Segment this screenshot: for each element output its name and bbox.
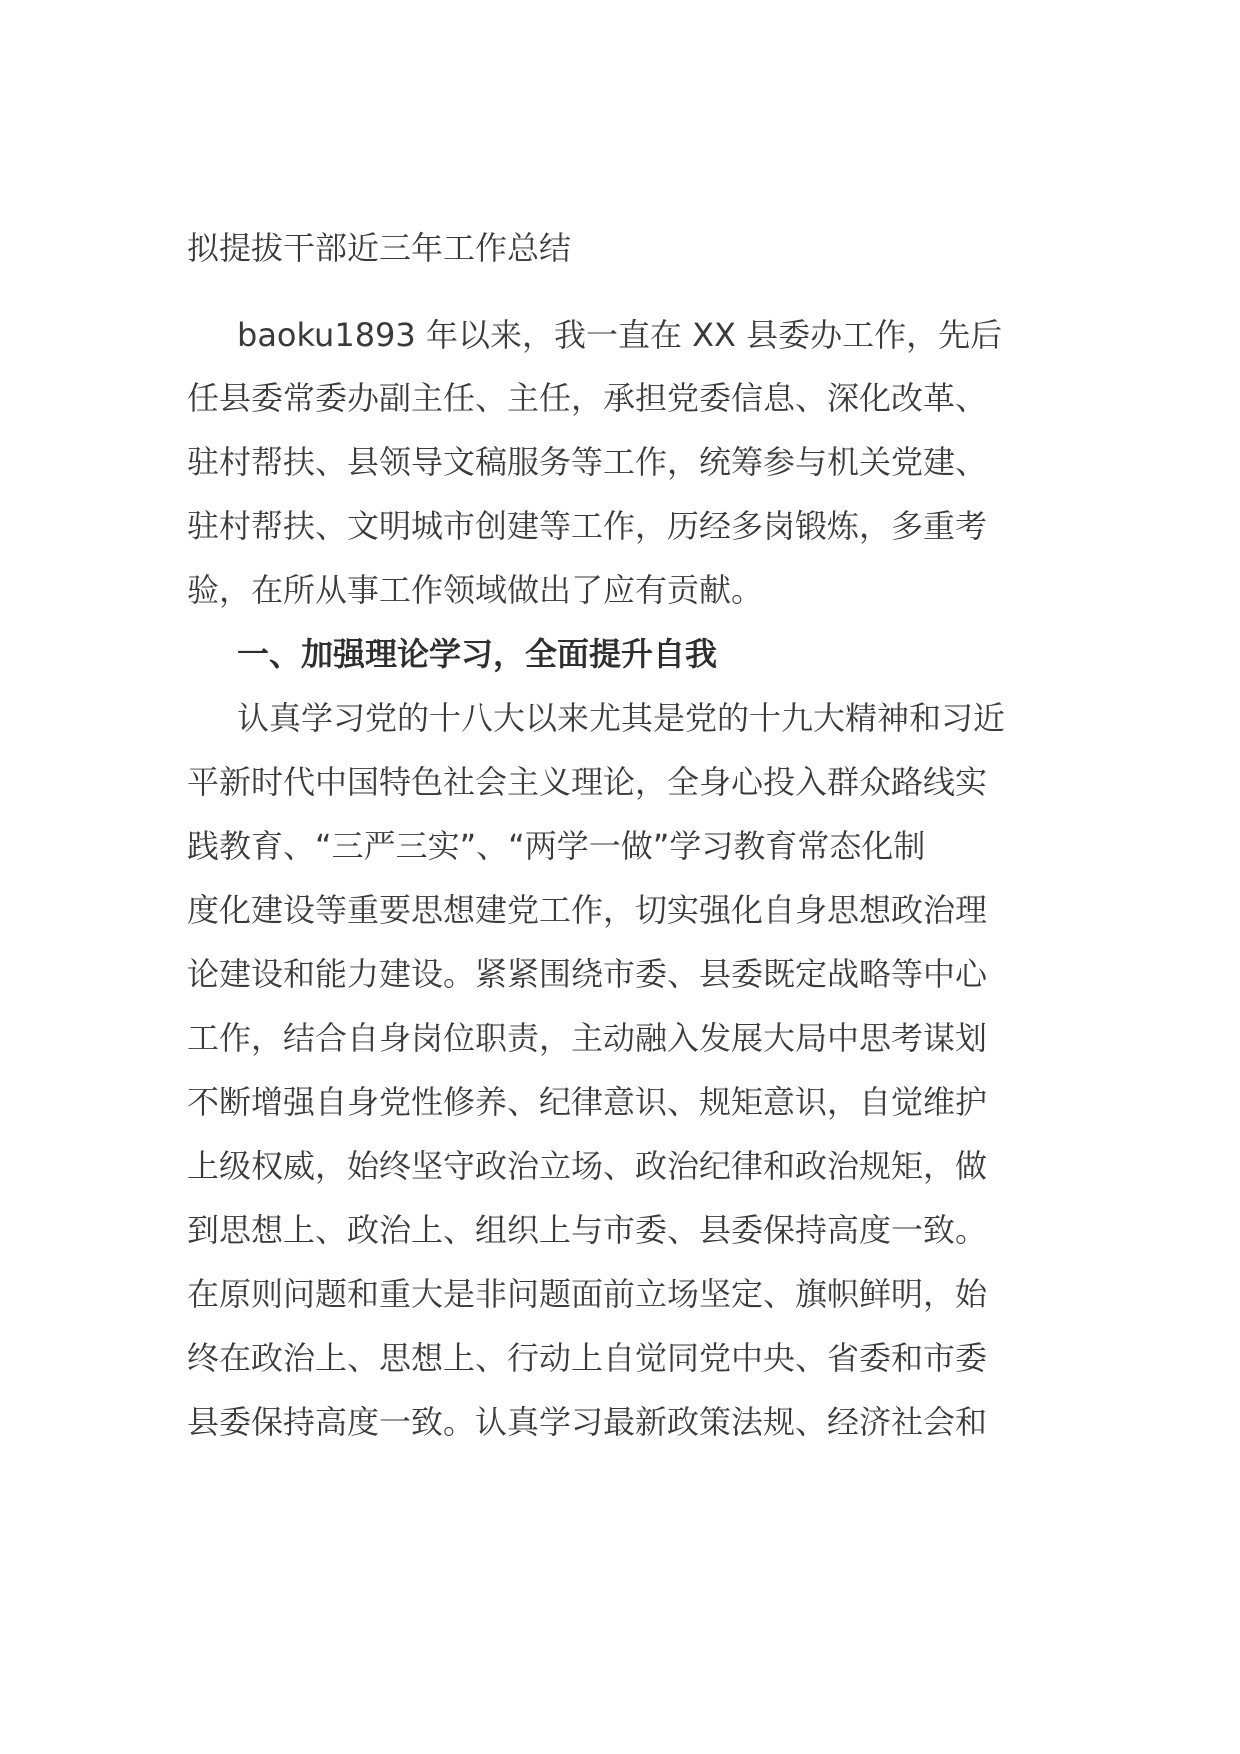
section-heading: 一、加强理论学习，全面提升自我 [237,635,718,673]
paragraph-line: 不断增强自身党性修养、纪律意识、规矩意识，自觉维护 [187,1083,988,1121]
paragraph-line: 县委保持高度一致。认真学习最新政策法规、经济社会和 [187,1403,988,1441]
paragraph-line: 认真学习党的十八大以来尤其是党的十九大精神和习近 [237,699,1006,737]
paragraph-line: 践教育、“三严三实”、“两学一做”学习教育常态化制 [187,827,926,865]
paragraph-line: 论建设和能力建设。紧紧围绕市委、县委既定战略等中心 [187,955,988,993]
paragraph-line: 在原则问题和重大是非问题面前立场坚定、旗帜鲜明，始 [187,1275,988,1313]
paragraph-line: 工作，结合自身岗位职责，主动融入发展大局中思考谋划 [187,1019,988,1057]
paragraph-line: 驻村帮扶、文明城市创建等工作，历经多岗锻炼，多重考 [187,507,988,545]
paragraph-line: 驻村帮扶、县领导文稿服务等工作，统筹参与机关党建、 [187,443,988,481]
paragraph-line: 任县委常委办副主任、主任，承担党委信息、深化改革、 [187,379,988,417]
paragraph-line: 度化建设等重要思想建党工作，切实强化自身思想政治理 [187,891,988,929]
paragraph-line: baoku1893 年以来，我一直在 XX 县委办工作，先后 [237,316,1003,354]
document-title: 拟提拔干部近三年工作总结 [187,229,572,267]
paragraph-line: 平新时代中国特色社会主义理论，全身心投入群众路线实 [187,763,988,801]
paragraph-line: 终在政治上、思想上、行动上自觉同党中央、省委和市委 [187,1339,988,1377]
paragraph-line: 到思想上、政治上、组织上与市委、县委保持高度一致。 [187,1211,988,1249]
paragraph-line: 验，在所从事工作领域做出了应有贡献。 [187,571,764,609]
paragraph-line: 上级权威，始终坚守政治立场、政治纪律和政治规矩，做 [187,1147,988,1185]
